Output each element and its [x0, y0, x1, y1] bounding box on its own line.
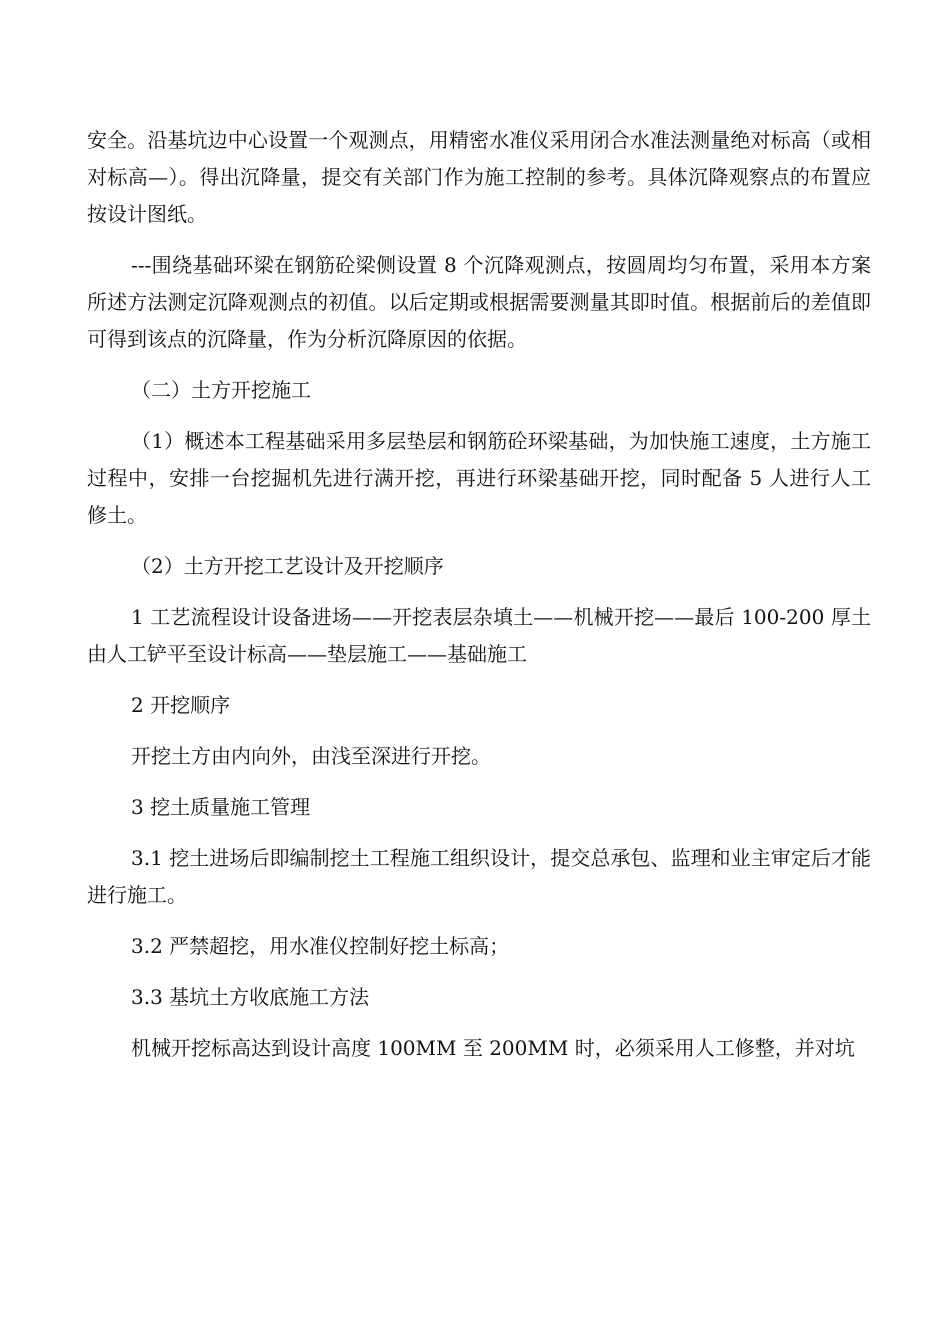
paragraph-excavation-order: 开挖土方由内向外，由浅至深进行开挖。 — [131, 744, 491, 768]
paragraph-3-3: 3.3 基坑土方收底施工方法 — [131, 985, 370, 1009]
item-heading-quality-management: 3 挖土质量施工管理 — [131, 795, 311, 819]
item-heading-excavation-order: 2 开挖顺序 — [131, 693, 231, 717]
paragraph-final: 机械开挖标高达到设计高度 100MM 至 200MM 时，必须采用人工修整，并对坑 — [131, 1036, 855, 1060]
paragraph-2: ---围绕基础环梁在钢筋砼梁侧设置 8 个沉降观测点，按圆周均匀布置，采用本方案所述方法测定沉降观测点的初值。以后定期或根据需要测量其即时值。根据前后的差值即可得到该点的沉降量，作为分析沉降原因的依据。 — [87, 253, 871, 351]
paragraph-1: 安全。沿基坑边中心设置一个观测点，用精密水准仪采用闭合水准法测量绝对标高（或相对标高—）。得出沉降量，提交有关部门作为施工控制的参考。具体沉降观察点的布置应按设计图纸。 — [87, 128, 871, 226]
paragraph-process-flow: 1 工艺流程设计设备进场——开挖表层杂填土——机械开挖——最后 100-200 厚土由人工铲平至设计标高——垫层施工——基础施工 — [87, 605, 871, 666]
paragraph-overview: （1）概述本工程基础采用多层垫层和钢筋砼环梁基础，为加快施工速度，土方施工过程中，安排一台挖掘机先进行满开挖，再进行环梁基础开挖，同时配备 5 人进行人工修土。 — [87, 429, 871, 527]
document-body — [87, 122, 871, 1081]
section-heading-earthwork: （二）土方开挖施工 — [131, 378, 311, 402]
paragraph-3-2: 3.2 严禁超挖，用水准仪控制好挖土标高； — [131, 934, 510, 958]
subsection-heading-process: （2）土方开挖工艺设计及开挖顺序 — [131, 554, 444, 578]
paragraph-3-1: 3.1 挖土进场后即编制挖土工程施工组织设计，提交总承包、监理和业主审定后才能进行施工。 — [87, 846, 871, 907]
